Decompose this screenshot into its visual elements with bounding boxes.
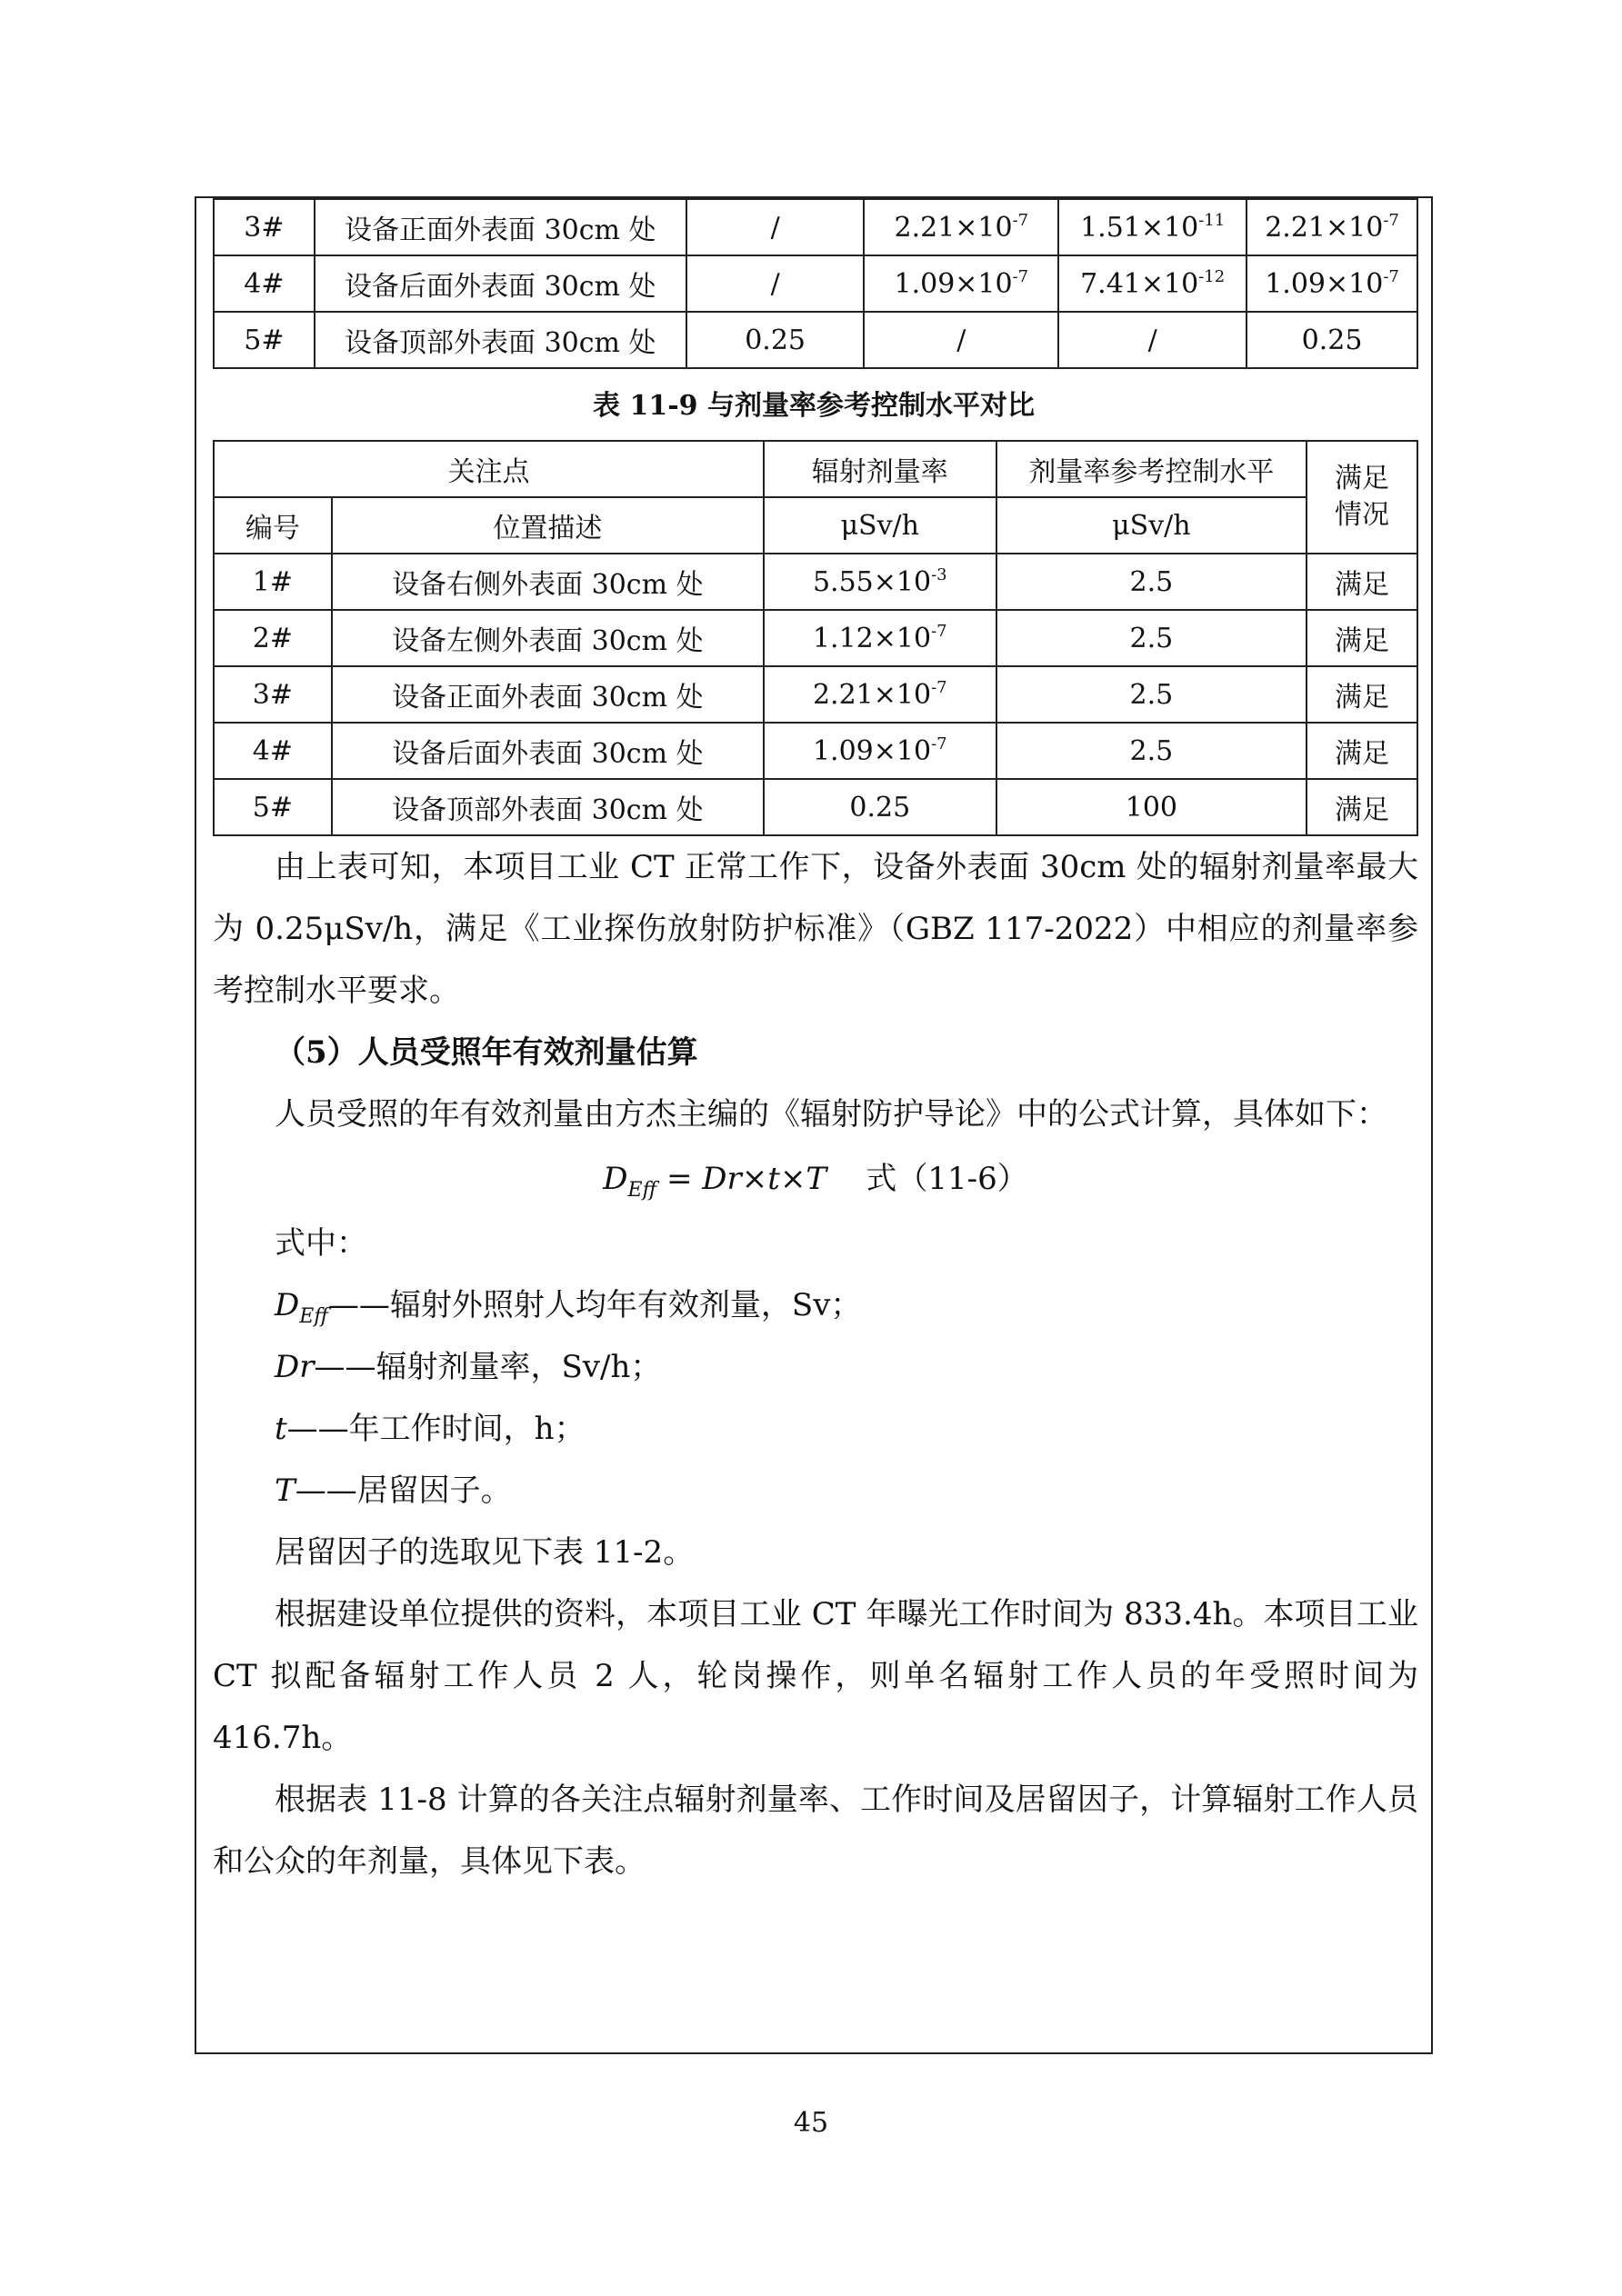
cell-id: 1# xyxy=(214,554,332,610)
cell-id: 5# xyxy=(214,779,332,835)
cell-id: 5# xyxy=(214,312,315,368)
table-header-row xyxy=(214,441,1417,497)
cell-location: 设备左侧外表面 30cm 处 xyxy=(332,610,764,666)
cell-satisfy: 满足 xyxy=(1307,610,1417,666)
table-row xyxy=(214,554,1417,610)
cell-ref: 2.5 xyxy=(996,666,1307,723)
definition-line: t——年工作时间，h； xyxy=(275,1411,586,1447)
cell-value: / xyxy=(686,199,865,255)
cell-value: 0.25 xyxy=(1247,312,1417,368)
cell-satisfy: 满足 xyxy=(1307,779,1417,835)
cell-id: 4# xyxy=(214,723,332,779)
cell-rate: $1.09\times 10^{-7}$ xyxy=(764,723,996,779)
cell-id: 2# xyxy=(214,610,332,666)
table-row xyxy=(214,255,1417,312)
cell-id: 3# xyxy=(214,666,332,723)
cell-location: 设备右侧外表面 30cm 处 xyxy=(332,554,764,610)
table-row xyxy=(214,312,1417,368)
cell-location: 设备后面外表面 30cm 处 xyxy=(315,255,686,312)
paragraph: 人员受照的年有效剂量由方杰主编的《辐射防护导论》中的公式计算，具体如下： xyxy=(275,1096,1387,1133)
cell-ref: 2.5 xyxy=(996,723,1307,779)
paragraph: 居留因子的选取见下表 11-2。 xyxy=(275,1534,695,1571)
cell-value: $1.51\times 10^{-11}$ xyxy=(1058,199,1247,255)
cell-satisfy: 满足 xyxy=(1307,723,1417,779)
table-row xyxy=(214,779,1417,835)
section-heading: （5）人员受照年有效剂量估算 xyxy=(275,1034,698,1071)
header-focus-point: 关注点 xyxy=(214,441,764,497)
cell-value: $1.09\times 10^{-7}$ xyxy=(1247,255,1417,312)
table-row xyxy=(214,723,1417,779)
page-frame xyxy=(195,196,1433,2054)
table-row xyxy=(214,610,1417,666)
cell-rate: $5.55\times 10^{-3}$ xyxy=(764,554,996,610)
cell-value: $7.41\times 10^{-12}$ xyxy=(1058,255,1247,312)
cell-location: 设备正面外表面 30cm 处 xyxy=(332,666,764,723)
table-top xyxy=(213,198,1418,369)
definition-line: $D_{Eff}——$辐射外照射人均年有效剂量，Sv； xyxy=(275,1287,862,1328)
cell-rate: $2.21\times 10^{-7}$ xyxy=(764,666,996,723)
cell-rate: $1.12\times 10^{-7}$ xyxy=(764,610,996,666)
body-text xyxy=(213,836,1418,1892)
header-unit: μSv/h xyxy=(996,497,1307,554)
definition-line: Dr——辐射剂量率，Sv/h； xyxy=(275,1349,662,1385)
where-label: 式中： xyxy=(275,1225,367,1262)
paragraph: 由上表可知，本项目工业 CT 正常工作下，设备外表面 30cm 处的辐射剂量率最大为 0.25μSv/h，满足《工业探伤放射防护标准》（GBZ 117-2022）中相应的剂量率参考控制水平要求。 xyxy=(213,849,1418,1009)
dose-rate-comparison-table xyxy=(213,440,1418,836)
page-number: 45 xyxy=(793,2107,829,2139)
cell-ref: 2.5 xyxy=(996,554,1307,610)
cell-satisfy: 满足 xyxy=(1307,554,1417,610)
cell-location: 设备后面外表面 30cm 处 xyxy=(332,723,764,779)
cell-value: 0.25 xyxy=(686,312,865,368)
cell-value: / xyxy=(864,312,1058,368)
header-location: 位置描述 xyxy=(332,497,764,554)
table-caption: 表 11-9 与剂量率参考控制水平对比 xyxy=(593,390,1035,422)
table-row xyxy=(214,666,1417,723)
header-unit: μSv/h xyxy=(764,497,996,554)
cell-satisfy: 满足 xyxy=(1307,666,1417,723)
formula: $D_{Eff} = Dr\times t\times T$ 式（11-6） xyxy=(603,1161,1028,1202)
cell-location: 设备顶部外表面 30cm 处 xyxy=(315,312,686,368)
header-dose-rate: 辐射剂量率 xyxy=(764,441,996,497)
cell-ref: 100 xyxy=(996,779,1307,835)
header-id: 编号 xyxy=(214,497,332,554)
cell-location: 设备正面外表面 30cm 处 xyxy=(315,199,686,255)
paragraph: 根据表 11-8 计算的各关注点辐射剂量率、工作时间及居留因子，计算辐射工作人员和公众的年剂量，具体见下表。 xyxy=(213,1782,1418,1880)
header-ref-level: 剂量率参考控制水平 xyxy=(996,441,1307,497)
cell-rate: 0.25 xyxy=(764,779,996,835)
table-header-row xyxy=(214,497,1417,554)
paragraph: 根据建设单位提供的资料，本项目工业 CT 年曝光工作时间为 833.4h。本项目工业 CT 拟配备辐射工作人员 2 人，轮岗操作，则单名辐射工作人员的年受照时间为 416.7h。 xyxy=(213,1596,1418,1756)
cell-id: 3# xyxy=(214,199,315,255)
cell-id: 4# xyxy=(214,255,315,312)
table-row xyxy=(214,199,1417,255)
cell-value: / xyxy=(686,255,865,312)
cell-value: $2.21\times 10^{-7}$ xyxy=(864,199,1058,255)
cell-ref: 2.5 xyxy=(996,610,1307,666)
cell-location: 设备顶部外表面 30cm 处 xyxy=(332,779,764,835)
cell-value: $2.21\times 10^{-7}$ xyxy=(1247,199,1417,255)
header-satisfy: 满足情况 xyxy=(1307,441,1417,554)
cell-value: $1.09\times 10^{-7}$ xyxy=(864,255,1058,312)
cell-value: / xyxy=(1058,312,1247,368)
definition-line: T——居留因子。 xyxy=(275,1472,512,1509)
